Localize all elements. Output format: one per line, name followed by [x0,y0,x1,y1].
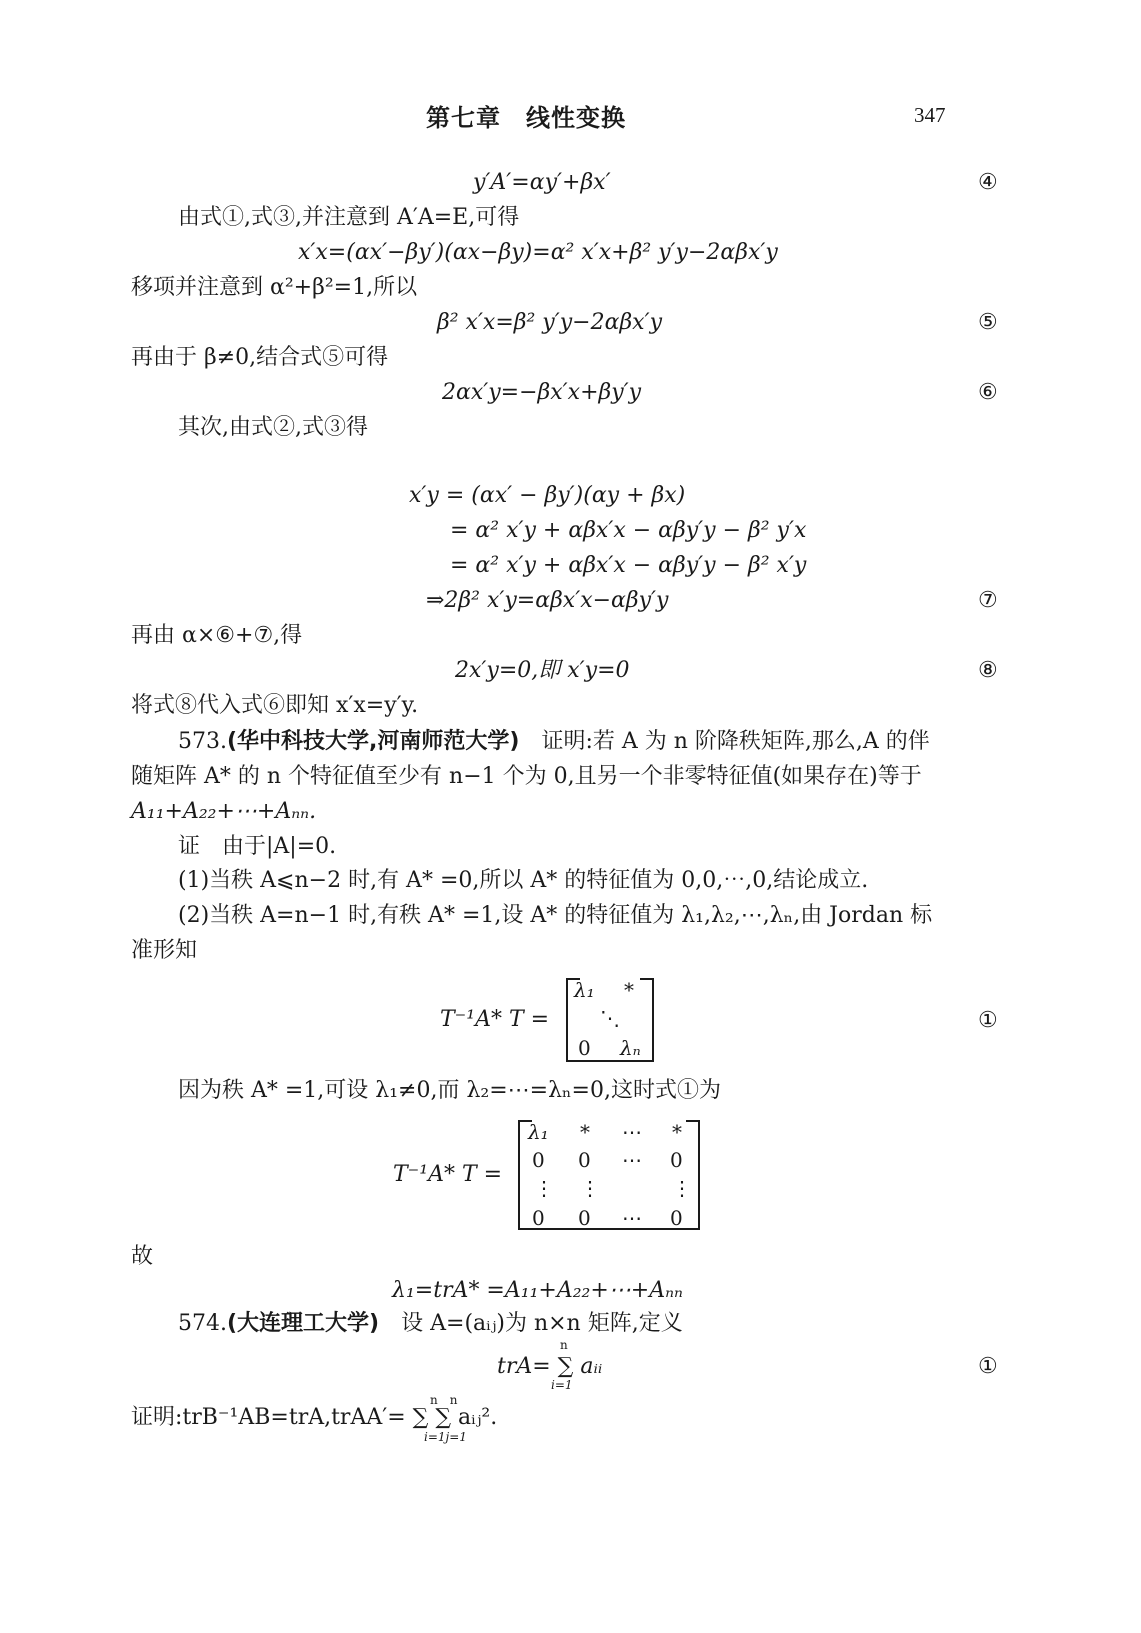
equation-7d: ⇒2β² x′y=αβx′x−αβy′y [426,588,669,613]
proof-line: (1)当秩 A⩽n−2 时,有 A* =0,所以 A* 的特征值为 0,0,⋯,0,结论成立. [178,868,869,893]
problem-574-line2: 证明:trB⁻¹AB=trA,trAA′= ∑ ∑ aᵢⱼ². [131,1405,498,1430]
equation-6: 2αx′y=−βx′x+βy′y [442,380,642,405]
equation-number-7: ⑦ [978,588,998,613]
problem-text: 证明:若 A 为 n 阶降秩矩阵,那么,A 的伴 [541,729,930,754]
matrix-entry: 0 [578,1148,591,1172]
matrix-2 [518,1120,700,1230]
problem-source: (华中科技大学,河南师范大学) [226,729,520,754]
matrix-entry: λₙ [620,1036,641,1060]
matrix1-lhs: T⁻¹A* T = [440,1007,550,1032]
matrix-entry: ⋮ [580,1176,600,1200]
proof-line: 故 [131,1244,154,1269]
text-line: 由式①,式③,并注意到 A′A=E,可得 [178,205,520,230]
matrix-entry: ⋯ [622,1206,642,1230]
text-line: 其次,由式②,式③得 [178,415,368,440]
problem-573-line2: 随矩阵 A* 的 n 个特征值至少有 n−1 个为 0,且另一个非零特征值(如果存在)等于 [131,764,922,789]
matrix-entry: 0 [578,1036,591,1060]
proof-line: 准形知 [131,938,198,963]
equation-number-def: ① [978,1354,998,1379]
equation: x′x=(αx′−βy′)(αx−βy)=α² x′x+β² y′y−2αβx′y [298,240,778,265]
sum-lower-limits: i=1j=1 [424,1430,467,1444]
matrix-entry: 0 [670,1206,683,1230]
equation-number-4: ④ [978,170,998,195]
proof-line: (2)当秩 A=n−1 时,有秩 A* =1,设 A* 的特征值为 λ₁,λ₂,⋯,λₙ,由 Jordan 标 [178,903,933,928]
matrix-entry: ⋯ [622,1120,642,1144]
sum-upper-limit: n [560,1338,568,1352]
text-line: 移项并注意到 α²+β²=1,所以 [131,275,418,300]
page-number: 347 [914,103,946,127]
equation-5: β² x′x=β² y′y−2αβx′y [437,310,662,335]
text-line: 将式⑧代入式⑥即知 x′x=y′y. [131,693,419,718]
matrix-entry: 0 [532,1148,545,1172]
proof-line: 因为秩 A* =1,可设 λ₁≠0,而 λ₂=⋯=λₙ=0,这时式①为 [178,1078,721,1103]
equation-number-8: ⑧ [978,658,998,683]
equation-trace-def: trA= ∑ aᵢᵢ [497,1354,603,1379]
matrix-entry: λ₁ [528,1120,549,1144]
matrix-1 [566,978,654,1062]
equation-7c: = α² x′y + αβx′x − αβy′y − β² x′y [450,553,807,578]
problem-574-line1 [178,1309,683,1339]
problem-number: 574. [178,1311,227,1336]
problem-number: 573. [178,729,227,754]
equation-8: 2x′y=0,即 x′y=0 [455,658,630,683]
matrix-entry: * [672,1120,682,1144]
text-line: 再由于 β≠0,结合式⑤可得 [131,345,389,370]
equation-7a: x′y = (αx′ − βy′)(αy + βx) [409,483,686,508]
equation-number-6: ⑥ [978,380,998,405]
matrix-entry: * [624,978,634,1002]
equation-7b: = α² x′y + αβx′x − αβy′y − β² y′x [450,518,807,543]
matrix2-lhs: T⁻¹A* T = [393,1162,503,1187]
text-line: 再由 α×⑥+⑦,得 [131,623,303,648]
matrix-entry: ⋯ [622,1148,642,1172]
matrix-entry: λ₁ [574,978,595,1002]
sum-upper-limits: n n [430,1393,458,1407]
problem-text: 设 A=(aᵢⱼ)为 n×n 矩阵,定义 [401,1311,683,1336]
matrix-entry: ⋮ [534,1176,554,1200]
matrix-entry: 0 [578,1206,591,1230]
problem-573-line1 [178,727,930,757]
equation-4: y′A′=αy′+βx′ [473,170,611,195]
sum-lower-limit: i=1 [551,1378,573,1392]
matrix-entry: ⋮ [672,1176,692,1200]
equation-number-m1: ① [978,1008,998,1033]
matrix-entry: ⋱ [600,1006,620,1030]
equation-number-5: ⑤ [978,310,998,335]
problem-source: (大连理工大学) [226,1311,380,1336]
equation-trace: λ₁=trA* =A₁₁+A₂₂+⋯+Aₙₙ [392,1278,683,1303]
matrix-entry: 0 [532,1206,545,1230]
matrix-entry: 0 [670,1148,683,1172]
chapter-title: 第七章 线性变换 [426,104,626,132]
problem-573-line3: A₁₁+A₂₂+⋯+Aₙₙ. [131,799,317,824]
proof-line: 证 由于|A|=0. [178,834,337,859]
matrix-entry: * [580,1120,590,1144]
